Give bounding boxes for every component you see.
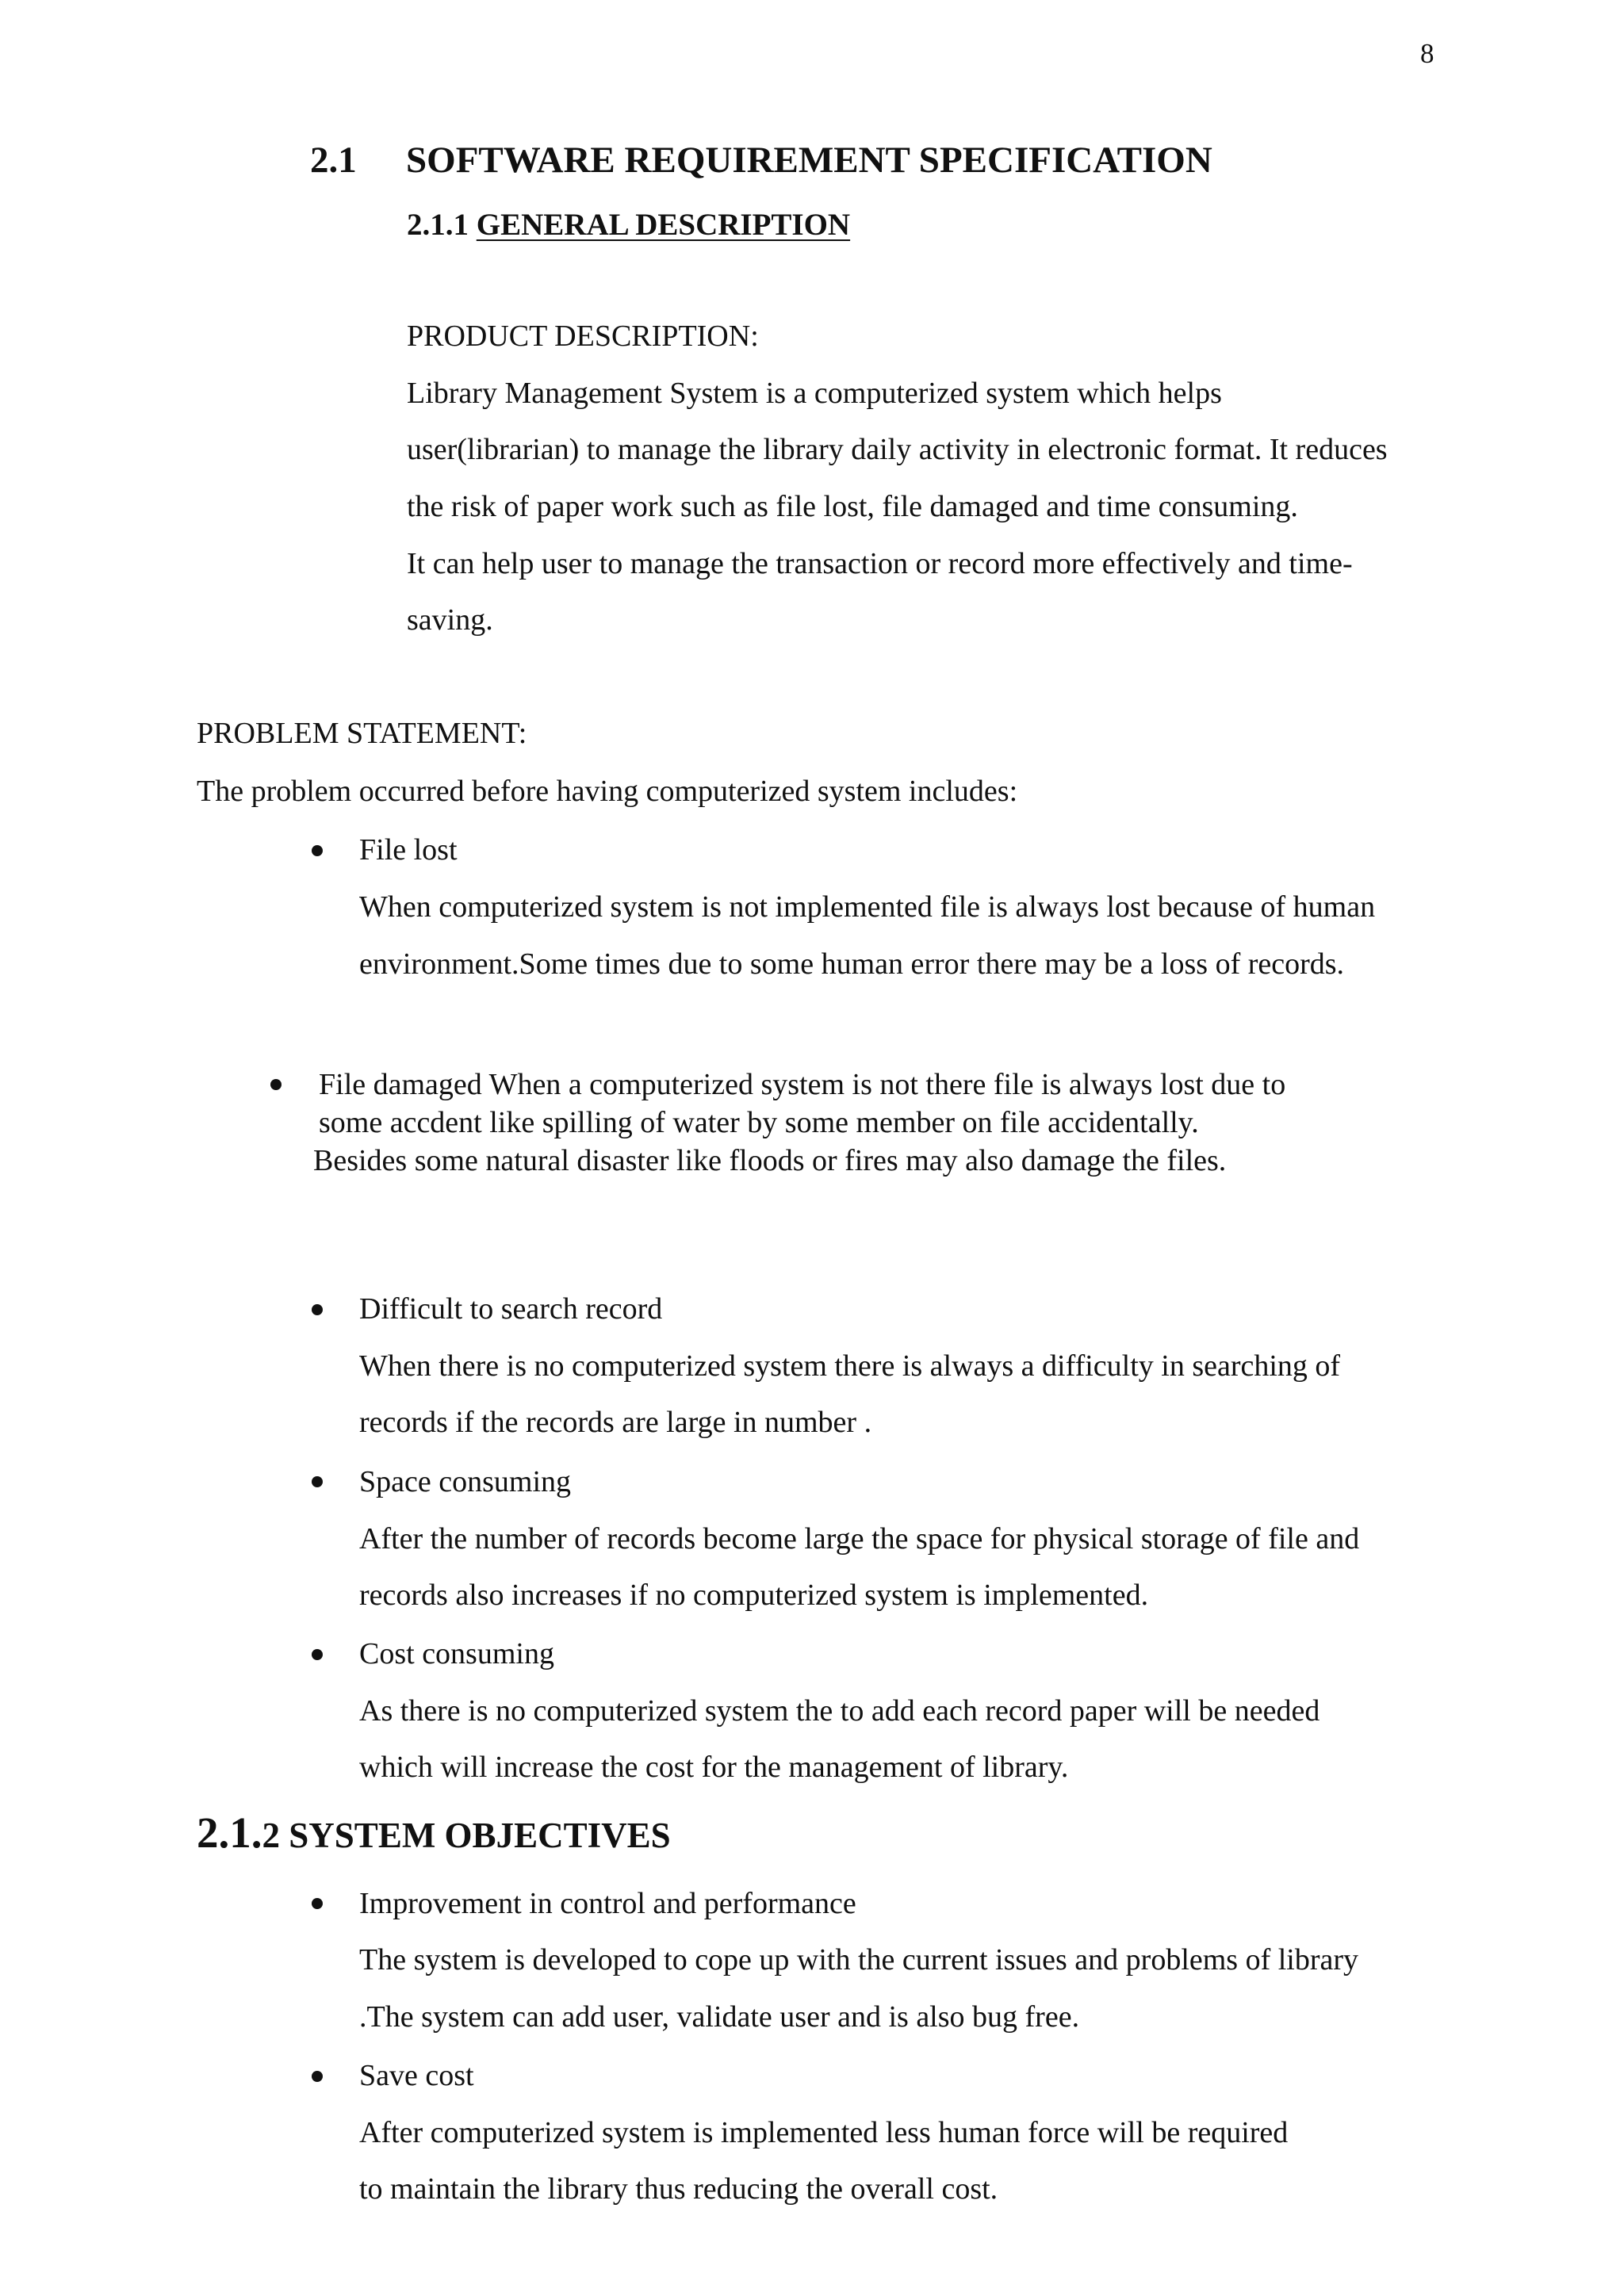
problem-statement-heading: PROBLEM STATEMENT:: [197, 717, 527, 750]
problem-statement-intro: The problem occurred before having computerized system includes:: [197, 775, 1018, 808]
section-title: SOFTWARE REQUIREMENT SPECIFICATION: [406, 140, 1212, 181]
bullet-icon: [312, 2071, 323, 2082]
file-lost-title: File lost: [359, 833, 458, 867]
space-consuming-title: Space consuming: [359, 1465, 572, 1498]
subsection-number: 2.1.1: [407, 208, 469, 242]
system-objectives-number: 2.1.: [197, 1808, 262, 1857]
file-lost-line: environment.Some times due to some human error there may be a loss of records.: [359, 947, 1345, 981]
file-damaged-line: Besides some natural disaster like floods or fires may also damage the files.: [313, 1144, 1227, 1177]
cost-consuming-line: As there is no computerized system the to add each record paper will be needed: [359, 1694, 1320, 1728]
difficult-search-line: records if the records are large in number .: [359, 1406, 872, 1439]
system-objectives-heading: [197, 1808, 671, 1857]
difficult-search-title: Difficult to search record: [359, 1292, 663, 1326]
space-consuming-line: After the number of records become large the space for physical storage of file and: [359, 1522, 1360, 1556]
bullet-icon: [270, 1079, 282, 1090]
system-objectives-subnumber: 2: [262, 1816, 280, 1855]
bullet-icon: [312, 1304, 323, 1315]
file-damaged-line: some accdent like spilling of water by some member on file accidentally.: [319, 1106, 1199, 1139]
file-damaged-line: File damaged When a computerized system is not there file is always lost due to: [319, 1068, 1286, 1101]
section-number: 2.1: [310, 140, 357, 181]
product-description-line: It can help user to manage the transaction or record more effectively and time-: [407, 547, 1353, 580]
improvement-line: The system is developed to cope up with the current issues and problems of library: [359, 1943, 1359, 1976]
subsection-title: GENERAL DESCRIPTION: [476, 208, 851, 242]
difficult-search-line: When there is no computerized system there is always a difficulty in searching of: [359, 1349, 1341, 1383]
improvement-title: Improvement in control and performance: [359, 1887, 856, 1920]
file-lost-line: When computerized system is not implemented file is always lost because of human: [359, 890, 1376, 924]
bullet-icon: [312, 845, 323, 856]
improvement-line: .The system can add user, validate user and is also bug free.: [359, 2000, 1080, 2034]
bullet-icon: [312, 1898, 323, 1909]
page-number: 8: [1420, 38, 1434, 69]
product-description-line: Library Management System is a computerized system which helps: [407, 377, 1222, 410]
cost-consuming-line: which will increase the cost for the management of library.: [359, 1751, 1069, 1784]
subsection-heading: [407, 209, 850, 240]
system-objectives-title: SYSTEM OBJECTIVES: [280, 1816, 671, 1855]
product-description-line: saving.: [407, 603, 493, 637]
section-heading: [310, 142, 1212, 179]
space-consuming-line: records also increases if no computerized system is implemented.: [359, 1578, 1149, 1612]
product-description-line: the risk of paper work such as file lost, file damaged and time consuming.: [407, 490, 1298, 523]
product-description-heading: PRODUCT DESCRIPTION:: [407, 320, 759, 353]
save-cost-line: to maintain the library thus reducing the overall cost.: [359, 2172, 998, 2206]
bullet-icon: [312, 1476, 323, 1487]
cost-consuming-title: Cost consuming: [359, 1637, 554, 1670]
save-cost-line: After computerized system is implemented less human force will be required: [359, 2116, 1289, 2149]
product-description-line: user(librarian) to manage the library daily activity in electronic format. It reduces: [407, 433, 1388, 466]
bullet-icon: [312, 1649, 323, 1660]
save-cost-title: Save cost: [359, 2059, 474, 2092]
